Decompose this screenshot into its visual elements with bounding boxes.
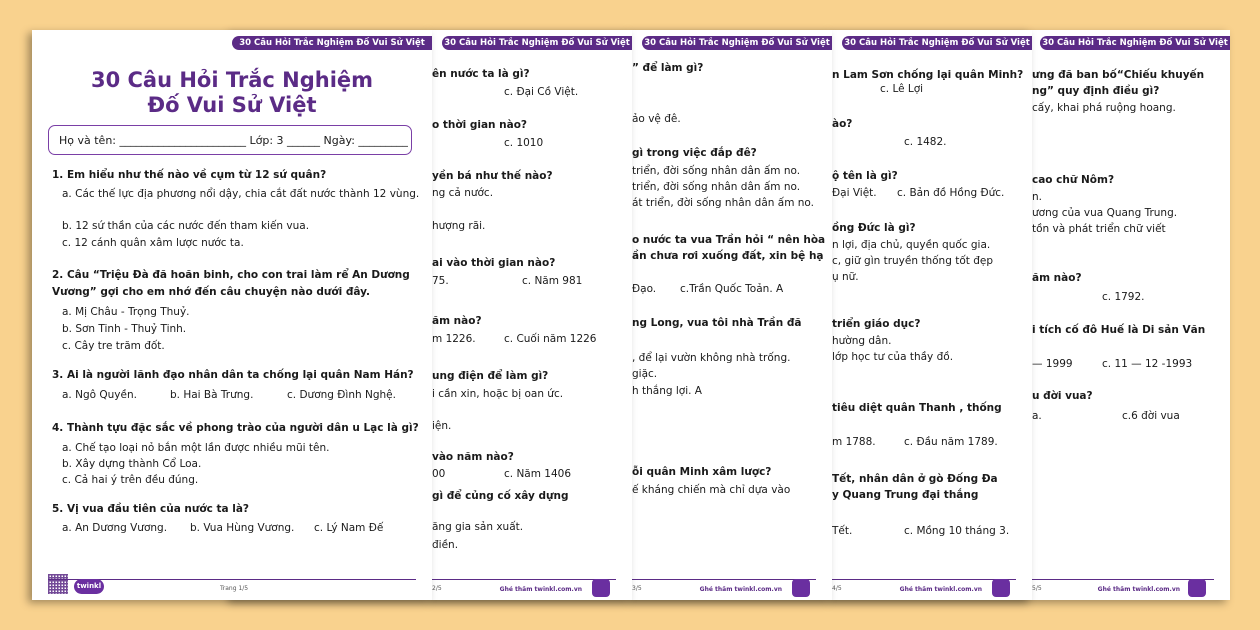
q-text: ưng đã ban bố“Chiếu khuyến [1032,69,1205,81]
option: triển, đời sống nhân dân ấm no. [632,181,801,193]
option: ăng gia sản xuất. [432,521,524,533]
option: c. Lê Lợi [880,83,924,95]
option: , để lại vườn không nhà trống. [632,352,791,364]
q-text: o nước ta vua Trần hỏi “ nên hòa [632,234,826,246]
question-2: 2. Câu “Triệu Đà đã hoãn binh, cho con trai làm rể An Dương Vương” gợi cho em nhớ đến câu chuyện nào dưới đây. [52,269,410,298]
qr-code-icon [48,574,68,594]
option: c. 1010 [504,137,544,149]
option-5a[interactable]: a. An Dương Vương. [62,522,168,534]
option: c. Đại Cồ Việt. [504,86,579,98]
q-text: triển giáo dục? [832,318,921,330]
q-text: ên nước ta là gì? [432,68,530,80]
option: Đạo. [632,283,657,295]
option: c. Năm 981 [522,275,583,287]
option-2b[interactable]: b. Sơn Tinh - Thuỷ Tinh. [62,323,187,335]
visit-link[interactable]: Ghé thăm twinkl.com.vn [899,586,982,593]
q-text: ần chưa rơi xuống đất, xin bệ hạ [632,250,824,262]
visit-link[interactable]: Ghé thăm twinkl.com.vn [699,586,782,593]
q-text: ai vào thời gian nào? [432,257,556,269]
page-header: 30 Câu Hỏi Trắc Nghiệm Đố Vui Sử Việt [442,36,632,50]
option: Tết. [832,525,853,537]
option: c. 11 — 12 -1993 [1102,358,1193,370]
option-2c[interactable]: c. Cây tre trăm đốt. [62,340,165,352]
option: ng cả nước. [432,187,494,199]
q-text: Tết, nhân dân ở gò Đống Đa [832,473,998,485]
twinkl-badge: twinkl [74,579,104,594]
option: m 1788. [832,436,876,448]
footer-line [48,579,416,580]
option-4b[interactable]: b. Xây dựng thành Cổ Loa. [62,458,202,470]
q-text: ào? [832,118,853,130]
page-number: 4/5 [832,585,842,592]
option: tồn và phát triển chữ viết [1032,223,1166,235]
option: n lợi, địa chủ, quyền quốc gia. [832,239,991,251]
option: giặc. [632,368,658,380]
option: a. [1032,410,1042,422]
option-4c[interactable]: c. Cả hai ý trên đều đúng. [62,474,199,486]
q-text: u đời vua? [1032,390,1093,402]
question-3: 3. Ai là người lãnh đạo nhân dân ta chống lại quân Nam Hán? [52,369,414,381]
question-5: 5. Vị vua đầu tiên của nước ta là? [52,503,250,515]
option-1c[interactable]: c. 12 cánh quân xâm lược nước ta. [62,237,244,249]
q-text: ung điện để làm gì? [432,370,549,382]
option: c.Trần Quốc Toản. A [680,283,784,295]
option: iện. [432,420,452,432]
option: c. Mồng 10 tháng 3. [904,525,1010,537]
option-1a[interactable]: a. Các thế lực địa phương nổi dậy, chia cắt đất nước thành 12 vùng. [62,188,420,200]
option: ương của vua Quang Trung. [1032,207,1178,219]
page-number: 5/5 [1032,585,1042,592]
page-number: Trang 1/5 [220,585,249,592]
option: Đại Việt. [832,187,877,199]
option: i cần xin, hoặc bị oan ức. [432,388,564,400]
option: 00 [432,468,446,480]
option: c. Cuối năm 1226 [504,333,597,345]
page-header: 30 Câu Hỏi Trắc Nghiệm Đố Vui Sử Việt [1040,36,1230,50]
q-text: ồng Đức là gì? [832,222,916,234]
option: ế kháng chiến mà chỉ dựa vào [632,484,791,496]
option: điền. [432,539,459,551]
worksheet-page-1 [32,30,432,600]
q-text: cao chữ Nôm? [1032,174,1115,186]
question-1: 1. Em hiểu như thế nào về cụm từ 12 sứ quân? [52,169,327,181]
worksheet-title: 30 Câu Hỏi Trắc Nghiệm Đố Vui Sử Việt [90,68,374,117]
student-info-box[interactable]: Họ và tên: _______________________ Lớp: 3 ______ Ngày: _________ [48,125,412,155]
q-text: ” để làm gì? [632,62,704,74]
q-text: tiêu diệt quân Thanh , thống [832,402,1002,414]
option-5b[interactable]: b. Vua Hùng Vương. [190,522,295,534]
visit-link[interactable]: Ghé thăm twinkl.com.vn [499,586,582,593]
q-text: gì để củng cố xây dựng [432,490,569,502]
option: át triển, đời sống nhân dân ấm no. [632,197,814,209]
q-text: ăm nào? [432,315,482,327]
option-2a[interactable]: a. Mị Châu - Trọng Thuỷ. [62,306,190,318]
twinkl-logo-icon [1188,579,1206,597]
option: c.6 đời vua [1122,410,1180,422]
twinkl-logo-icon [792,579,810,597]
q-text: ng Long, vua tôi nhà Trần đã [632,317,802,329]
option: hường dân. [832,335,892,347]
option: c. Năm 1406 [504,468,572,480]
option: lớp học tư của thầy đồ. [832,351,954,363]
option: c. 1792. [1102,291,1145,303]
q-text: ăm nào? [1032,272,1082,284]
option-5c[interactable]: c. Lý Nam Đế [314,522,384,534]
page-number: 2/5 [432,585,442,592]
option: h thắng lợi. A [632,385,702,397]
option-3c[interactable]: c. Dương Đình Nghệ. [287,389,396,401]
option-4a[interactable]: a. Chế tạo loại nỏ bắn một lần được nhiều mũi tên. [62,442,330,454]
option: c. Đầu năm 1789. [904,436,998,448]
option: m 1226. [432,333,476,345]
option: cấy, khai phá ruộng hoang. [1032,102,1176,114]
option: triển, đời sống nhân dân ấm no. [632,165,801,177]
q-text: gì trong việc đắp đê? [632,147,757,159]
option: c, giữ gìn truyền thống tốt đẹp [832,255,993,267]
option: ụ nữ. [832,271,859,283]
option: — 1999 [1032,358,1073,370]
visit-link[interactable]: Ghé thăm twinkl.com.vn [1097,586,1180,593]
page-header: 30 Câu Hỏi Trắc Nghiệm Đố Vui Sử Việt [232,36,432,50]
q-text: ỗi quân Minh xâm lược? [632,466,772,478]
option: c. Bản đồ Hồng Đức. [897,187,1005,199]
q-text: y Quang Trung đại thắng [832,489,979,501]
q-text: ng” quy định điều gì? [1032,85,1160,97]
twinkl-logo-icon [992,579,1010,597]
q-text: n Lam Sơn chống lại quân Minh? [832,69,1024,81]
q-text: vào năm nào? [432,451,514,463]
option-1b[interactable]: b. 12 sứ thần của các nước đến tham kiến vua. [62,220,310,232]
option: 75. [432,275,449,287]
q-text: o thời gian nào? [432,119,528,131]
option-3b[interactable]: b. Hai Bà Trưng. [170,389,254,401]
option: hượng rãi. [432,220,486,232]
q-text: i tích cố đô Huế là Di sản Văn [1032,324,1206,336]
q-text: yền bá như thế nào? [432,170,553,182]
page-number: 3/5 [632,585,642,592]
option: c. 1482. [904,136,947,148]
option: ảo vệ đê. [632,113,681,125]
page-header: 30 Câu Hỏi Trắc Nghiệm Đố Vui Sử Việt [642,36,832,50]
option-3a[interactable]: a. Ngô Quyền. [62,389,137,401]
q-text: ộ tên là gì? [832,170,898,182]
twinkl-logo-icon [592,579,610,597]
page-header: 30 Câu Hỏi Trắc Nghiệm Đố Vui Sử Việt [842,36,1032,50]
question-4: 4. Thành tựu đặc sắc về phong trào của người dân u Lạc là gì? [52,422,419,434]
option: n. [1032,191,1042,203]
